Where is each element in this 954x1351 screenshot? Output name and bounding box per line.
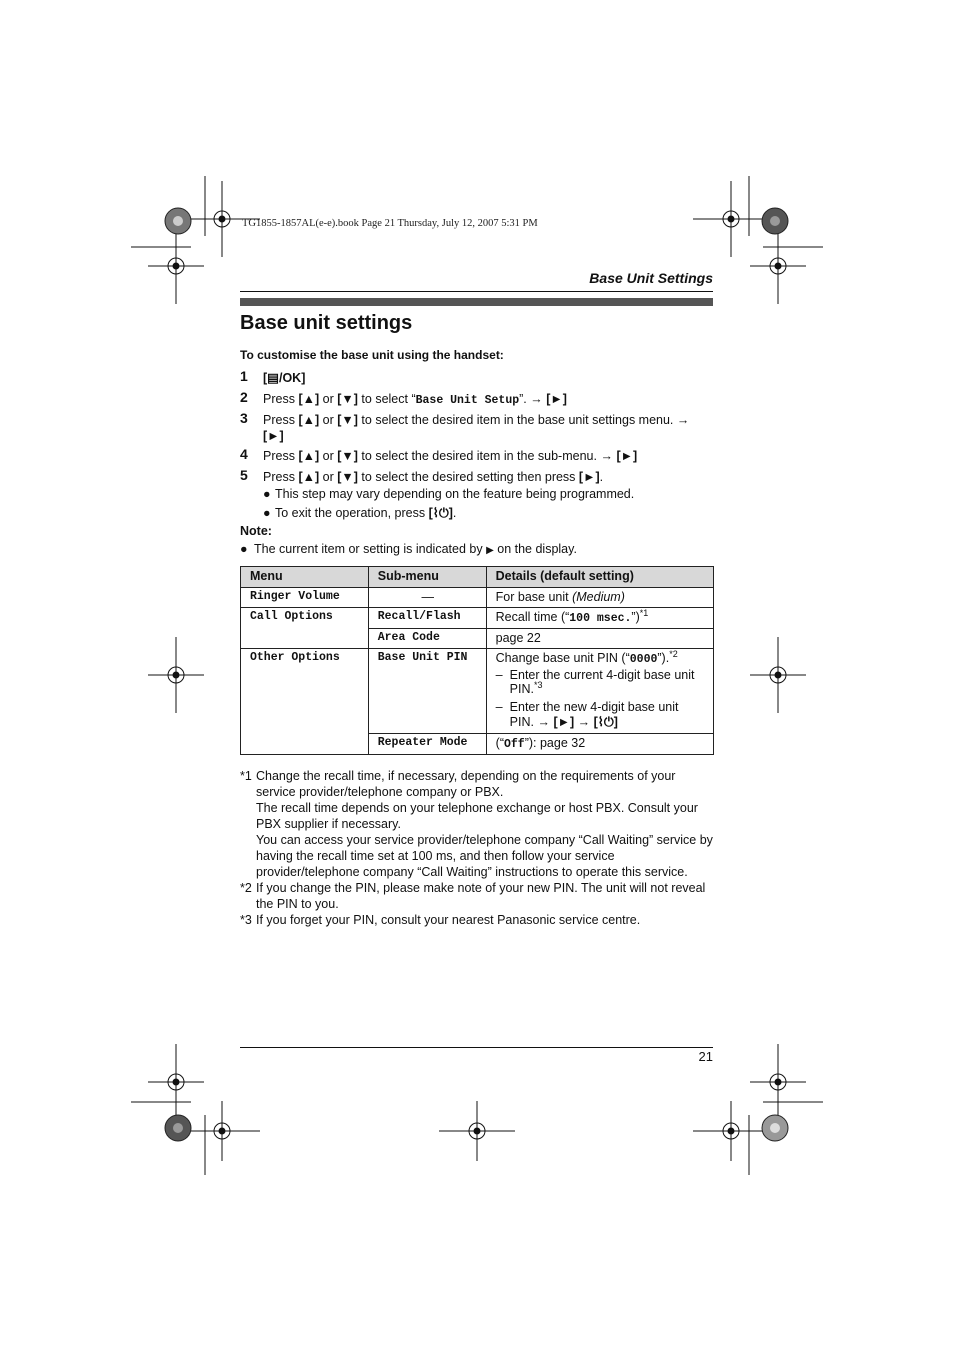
menu-cell: Other Options — [241, 649, 369, 734]
step-press: Press — [263, 392, 295, 406]
step-or: or — [322, 449, 334, 463]
step-5-bullet-1 — [263, 487, 634, 501]
bullet-text: This step may vary depending on the feature being programmed. — [275, 487, 635, 501]
footnote-paragraph: Change the recall time, if necessary, depending on the requirements of your service provider/telephone company or PBX. — [256, 769, 676, 799]
table-header-row — [241, 567, 714, 588]
menu-cell-empty — [241, 734, 369, 755]
menu-cell: Call Options — [241, 608, 369, 629]
step-end: . — [599, 470, 604, 484]
arrow-icon: → — [577, 715, 591, 729]
footer-rule — [240, 1047, 713, 1048]
footnote-ref: *2 — [669, 648, 678, 659]
menu-cell-empty — [241, 629, 369, 649]
details-cell: page 22 — [486, 629, 713, 649]
right-key: [►] — [553, 715, 575, 729]
arrow-icon: → — [537, 715, 550, 729]
details-code: 0000 — [629, 653, 658, 666]
page-number: 21 — [698, 1049, 713, 1064]
right-key: [►] — [578, 470, 600, 484]
off-key: [⌇⏻] — [593, 715, 618, 729]
arrow-icon: → — [676, 413, 690, 427]
step-press: Press — [263, 449, 295, 463]
note-text-after: on the display. — [497, 542, 577, 556]
up-key: [▲] — [298, 413, 320, 427]
details-text: ”). — [657, 651, 670, 665]
menu-ok-key: [▤/OK] — [263, 371, 306, 385]
up-key: [▲] — [298, 470, 320, 484]
header-rule — [240, 291, 713, 292]
step-press: Press — [263, 470, 295, 484]
page-title: Base unit settings — [240, 312, 413, 334]
footnote-paragraph: If you forget your PIN, consult your nearest Panasonic service centre. — [256, 913, 641, 927]
header-bar — [240, 298, 713, 306]
bullet-icon: ● — [240, 542, 248, 556]
dash-text: Enter the new 4-digit base unit PIN. — [509, 700, 679, 729]
step-or: or — [322, 413, 334, 427]
footnotes — [240, 768, 716, 928]
down-key: [▼] — [337, 392, 358, 406]
settings-table — [240, 566, 714, 755]
step-text: to select the desired item in the sub-menu. — [361, 449, 597, 463]
footnote-mark: *1 — [240, 769, 252, 783]
submenu-cell: Recall/Flash — [368, 608, 486, 629]
step-number: 2 — [240, 389, 248, 405]
right-key: [►] — [263, 429, 284, 443]
details-text: Change base unit PIN (“ — [495, 651, 630, 665]
down-key: [▼] — [337, 470, 358, 484]
intro-text: To customise the base unit using the handset: — [240, 348, 504, 362]
submenu-cell: Area Code — [368, 629, 486, 649]
step-number: 5 — [240, 467, 248, 483]
details-default: (Medium) — [572, 590, 625, 604]
footnote-ref: *1 — [639, 607, 649, 618]
details-cell — [486, 588, 713, 608]
right-key: [►] — [616, 449, 638, 463]
step-number: 1 — [240, 368, 248, 384]
details-code: Off — [503, 738, 525, 751]
table-row — [241, 629, 714, 649]
bullet-icon: ● — [263, 506, 271, 520]
note-line — [240, 542, 577, 556]
details-code: 100 msec. — [569, 612, 632, 625]
down-key: [▼] — [337, 413, 358, 427]
footnote-paragraph: If you change the PIN, please make note of your new PIN. The unit will not reveal the PIN to you. — [256, 881, 706, 911]
menu-cell: Ringer Volume — [241, 588, 369, 608]
up-key: [▲] — [298, 392, 320, 406]
footnote-mark: *3 — [240, 913, 252, 927]
off-key: [⌇⏻] — [428, 506, 453, 520]
dash-text: Enter the current 4-digit base unit PIN. — [509, 668, 695, 696]
menu-code: Base Unit Setup — [415, 394, 520, 407]
note-label: Note: — [240, 524, 272, 538]
footnote-paragraph: You can access your service provider/telephone company “Call Waiting” service by having the recall time set at 100 ms, and then follow your service provider/telephone company “Call Waiting” instructions to operate this service. — [256, 833, 713, 879]
table-row — [241, 649, 714, 734]
arrow-icon: → — [600, 449, 613, 463]
dash-item: – Enter the current 4-digit base unit PIN.$^{*3}$ — [495, 668, 695, 696]
column-header: Sub-menu — [368, 567, 486, 588]
dash-item: – Enter the new 4-digit base unit PIN. → [►] → [⌇⏻] — [495, 700, 679, 729]
arrow-icon: → — [530, 392, 543, 406]
footnote — [240, 912, 716, 928]
step-or: or — [322, 392, 334, 406]
step-5-bullet-2: ● To exit the operation, press [⌇⏻]. — [263, 506, 457, 520]
submenu-cell: Base Unit PIN — [368, 649, 486, 734]
bullet-icon: ● — [263, 487, 271, 501]
details-text: ”) — [631, 610, 640, 624]
step-press: Press — [263, 413, 295, 427]
step-text: to select the desired item in the base unit settings menu. — [361, 413, 674, 427]
column-header: Menu — [241, 567, 369, 588]
submenu-cell: — — [368, 588, 486, 608]
section-label: Base Unit Settings — [589, 270, 713, 286]
table-row — [241, 608, 714, 629]
footnote-ref: *3 — [533, 679, 543, 690]
step-number: 3 — [240, 410, 248, 426]
details-text: ”): page 32 — [524, 736, 586, 750]
footnote — [240, 880, 716, 912]
details-cell — [486, 734, 713, 755]
footnote-mark: *2 — [240, 881, 252, 895]
details-text: Recall time (“ — [495, 610, 570, 624]
details-text: (“ — [495, 736, 504, 750]
step-number: 4 — [240, 446, 248, 462]
step-text: to select the desired setting then press — [361, 470, 576, 484]
right-key: [►] — [546, 392, 567, 406]
note-text: The current item or setting is indicated by — [254, 542, 483, 556]
bullet-text: To exit the operation, press — [275, 506, 426, 520]
step-end: ”. — [519, 392, 527, 406]
submenu-cell: Repeater Mode — [368, 734, 486, 755]
footnote-paragraph: The recall time depends on your telephone exchange or host PBX. Consult your PBX supplier if necessary. — [256, 801, 698, 831]
up-key: [▲] — [298, 449, 320, 463]
details-cell — [486, 608, 713, 629]
details-cell — [486, 649, 713, 734]
details-text: For base unit — [495, 590, 573, 604]
play-triangle-icon: ▶ — [486, 545, 494, 556]
step-text: to select “ — [361, 392, 416, 406]
down-key: [▼] — [337, 449, 358, 463]
column-header: Details (default setting) — [486, 567, 713, 588]
footnote — [240, 768, 716, 880]
step-or: or — [322, 470, 334, 484]
table-row — [241, 734, 714, 755]
print-header: TG1855-1857AL(e-e).book Page 21 Thursday, July 12, 2007 5:31 PM — [242, 218, 538, 229]
table-row — [241, 588, 714, 608]
